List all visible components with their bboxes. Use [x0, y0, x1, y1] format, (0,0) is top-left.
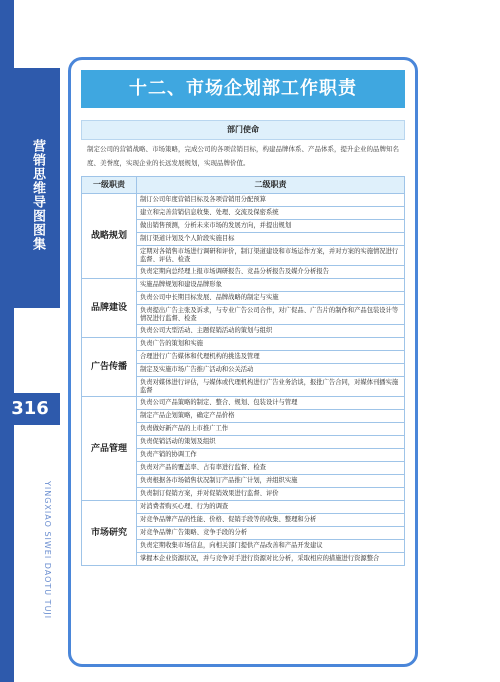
sidebar-panel	[14, 0, 60, 682]
category-cell: 品牌建设	[82, 279, 137, 338]
duty-item: 定期对各销售市场进行调研和评价，制订渠道建设和市场运作方案，并对方案的实施情况进行监督、评估、检查	[137, 246, 405, 266]
duty-item: 负责产销的协调工作	[137, 449, 405, 462]
duty-item: 对竞争品牌广告策略、竞争手段的分析	[137, 527, 405, 540]
duty-item: 负责根据各市场销售状况制订产品推广计划，并组织实施	[137, 475, 405, 488]
sidebar-band	[0, 0, 60, 682]
duty-item: 制定产品企划策略，确定产品价格	[137, 410, 405, 423]
category-cell: 市场研究	[82, 501, 137, 566]
duty-item: 制定及实施市场广告推广活动和公关活动	[137, 364, 405, 377]
duty-item: 合理进行广告媒体和代理机构的挑选及管理	[137, 351, 405, 364]
duty-item: 负责公司产品策略的制定、整合、规划、包装设计与管理	[137, 397, 405, 410]
duty-item: 负责定期收集市场信息，向相关部门提供产品改善和产品开发建议	[137, 540, 405, 553]
category-cell: 广告传播	[82, 338, 137, 397]
table-header-row	[82, 177, 405, 194]
duty-item: 实施品牌规划和建设品牌形象	[137, 279, 405, 292]
table-row	[82, 397, 405, 410]
mission-text: 制定公司的营销战略、市场策略，完成公司的各项营销目标，构建品牌体系、产品体系，提升企业的品牌知名度、美誉度，实现企业的长远发展规划，实现品牌价值。	[87, 145, 399, 167]
duty-item: 负责公司中长期目标发展、品牌战略的制定与实施	[137, 292, 405, 305]
table-row	[82, 194, 405, 207]
duty-item: 负责提出广告主张及诉求，与专业广告公司合作，对广促品、广告片的制作和产品包装设计等情况进行监督、检查	[137, 305, 405, 325]
duty-item: 做出销售预测，分析未来市场的发展方向，并提出规划	[137, 220, 405, 233]
duty-item: 负责定期向总经理上报市场调研报告、竞品分析报告及媒介分析报告	[137, 266, 405, 279]
duty-item: 制订渠道计划及个人阶段实施目标	[137, 233, 405, 246]
duty-item: 负责公司大型活动、主题促销活动的策划与组织	[137, 325, 405, 338]
duty-item: 负责制订促销方案，并对促销效果进行监督、评价	[137, 488, 405, 501]
category-cell: 战略规划	[82, 194, 137, 279]
col-header-secondary: 二级职责	[137, 177, 405, 194]
duty-item: 对消费者购买心理、行为的调查	[137, 501, 405, 514]
duty-item: 掌握本企业资源状况，并与竞争对手进行资源对比分析，采取相应的措施进行资源整合	[137, 553, 405, 566]
page-title: 十二、市场企划部工作职责	[81, 70, 405, 108]
page-number: 316	[0, 393, 60, 425]
book-title-pinyin: YINGXIAO SIWEI DAOTU TUJI	[43, 480, 52, 620]
table-row	[82, 501, 405, 514]
col-header-primary: 一级职责	[82, 177, 137, 194]
duty-item: 对竞争品牌产品的性能、价格、促销手段等的收集、整理和分析	[137, 514, 405, 527]
duty-table	[81, 176, 405, 566]
table-row	[82, 338, 405, 351]
duty-item: 建立和完善营销信息收集、处理、交流及保密系统	[137, 207, 405, 220]
duty-item: 负责对媒体进行评估，与媒体或代理机构进行广告业务洽谈，报批广告合同，对媒体刊播实施监督	[137, 377, 405, 397]
category-cell: 产品管理	[82, 397, 137, 501]
duty-item: 制订公司年度营销目标及各项营销用分配预算	[137, 194, 405, 207]
content-card	[68, 57, 418, 667]
mission-heading: 部门使命	[81, 120, 405, 140]
duty-item: 负责对产品的覆盖率、占有率进行监督、检查	[137, 462, 405, 475]
duty-item: 负责广告的策划和实施	[137, 338, 405, 351]
duty-item: 负责促销活动的策划及组织	[137, 436, 405, 449]
book-title: 营销思维导图图集	[14, 68, 60, 308]
table-row	[82, 279, 405, 292]
duty-item: 负责做好新产品的上市推广工作	[137, 423, 405, 436]
